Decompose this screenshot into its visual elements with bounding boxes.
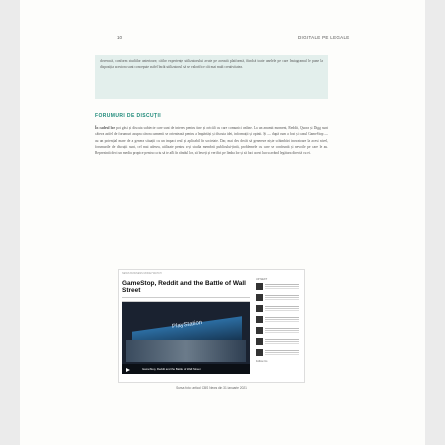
thumbnail xyxy=(256,327,263,334)
store-displays xyxy=(126,340,246,362)
related-sidebar xyxy=(256,278,301,363)
related-item xyxy=(256,327,301,337)
running-title: DIGITALE PE LEGALE xyxy=(298,35,350,40)
figure-source: Sursa foto: articol CBS News din 31 ianuarie 2021 xyxy=(176,386,247,390)
thumbnail xyxy=(256,338,263,345)
thumbnail xyxy=(256,316,263,323)
section-lead: În cadrul lor xyxy=(95,126,116,130)
thumbnail xyxy=(256,294,263,301)
related-item xyxy=(256,294,301,304)
related-item xyxy=(256,283,301,293)
article-title: GameStop, Reddit and the Battle of Wall Street xyxy=(122,280,246,294)
video-caption: GameStop, Reddit and the Battle of Wall Street xyxy=(142,366,201,371)
callout-box xyxy=(95,55,328,99)
callout-text: doveracă, conform studiilor anterioare, căilor experiențe utilizatorului avute pe această platformă, fiindcă toate unelele pe care Instagramul le pune la dispoziția acestora sunt concepute astfel încât utilizatorul să se valorifice cât mai mult creativitatea. xyxy=(100,59,323,70)
thumbnail xyxy=(256,283,263,290)
related-item xyxy=(256,305,301,315)
section-paragraph xyxy=(95,125,328,157)
related-item xyxy=(256,349,301,359)
figure-screenshot xyxy=(118,269,305,383)
video-player xyxy=(122,302,250,374)
section-body xyxy=(95,125,328,250)
sidebar-footer: Follow Us xyxy=(256,360,268,363)
video-caption-bar xyxy=(122,364,250,374)
site-nav-strip: NEWS BUSINESS MONEYWATCH xyxy=(122,272,162,275)
section-heading: FORUMURI DE DISCUȚII xyxy=(95,113,162,119)
thumbnail xyxy=(256,305,263,312)
section-text: pot găsi și discuta subiecte care sunt de interes pentru tine și oricăli cu care comunici online. La un anumit moment, Reddit, Quora și Digg sunt câteva astfel de forumuri asupra cărora oamenii se orientează pentru a împărtăși și discuta idei, informații și opinii. Și — după cum a fost și cazul GameStop — au un potențial mare de a genera situații cu un impact real și aplicabil în societate. Dar, mai des decât să genereze niște schimbări inovatoare la acest nivel, forumurile de discuții sunt, cel mai adesea, utilizate pentru a-și studia membrii publicului-țintă, problemele cu care se confruntă și nevoile pe care le au. Reprezintă deci un mediu propice pentru ca tu să te afli în rândul lor, să înveți și verifici pe limba lor și să faci acest lucru având legătura directă cu ei. xyxy=(95,126,328,156)
sidebar-heading: UP NEXT xyxy=(256,278,268,281)
play-icon xyxy=(126,368,130,372)
related-item xyxy=(256,316,301,326)
page-number: 10 xyxy=(117,35,123,40)
thumbnail xyxy=(256,349,263,356)
video-brand-logo: PlayStation xyxy=(171,319,203,331)
related-item xyxy=(256,338,301,348)
